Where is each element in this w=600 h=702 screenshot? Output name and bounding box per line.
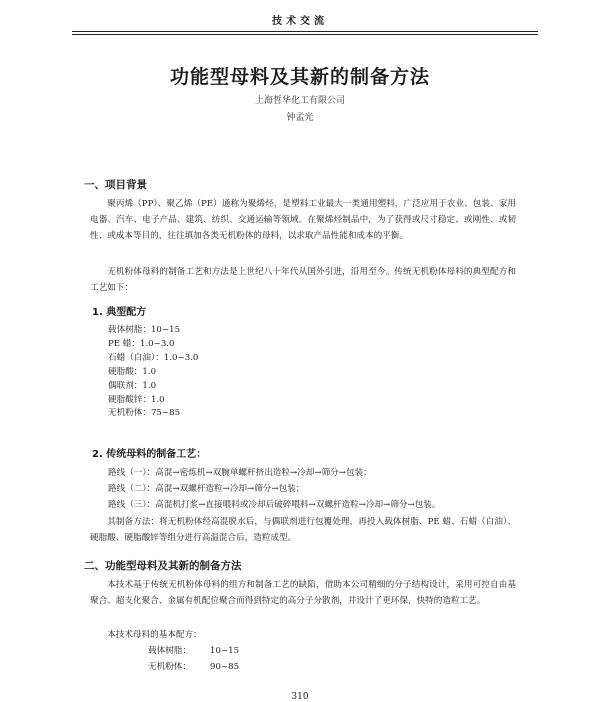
- section1-paragraph-2: 无机粉体母料的制备工艺和方法是上世纪八十年代从国外引进，沿用至今。传统无机粉体母料的典型配方和工艺如下：: [90, 267, 516, 293]
- new-formula-row: [148, 643, 239, 659]
- section2-paragraph-2: 本技术母料的基本配方：: [107, 630, 202, 640]
- route-line: 路线（三）：高混机打浆→直接喂料或冷却后破碎喂料→双螺杆造粒→冷却→筛分→包装。: [108, 500, 441, 510]
- subsection2-heading: 2. 传统母料的制备工艺：: [92, 449, 207, 460]
- formula-item: 无机粉体：75~85: [108, 408, 181, 419]
- new-formula-key: 载体树脂：: [148, 646, 191, 656]
- formula-item: 载体树脂：10~15: [108, 325, 181, 335]
- new-formula-row: [148, 659, 239, 675]
- formula-item: 硬脂酸：1.0: [108, 366, 157, 377]
- new-formula-key: 无机粉体：: [148, 662, 191, 672]
- formula-item: 石蜡（白油）：1.0~3.0: [108, 352, 199, 363]
- formula-list: [108, 324, 198, 421]
- route-line: 路线（二）：高混→双螺杆造粒→冷却→筛分→包装；: [108, 484, 305, 494]
- running-header: 技术交流: [272, 16, 328, 27]
- formula-item: PE 蜡：1.0~3.0: [108, 338, 175, 349]
- formula-item: 硬脂酸锌：1.0: [108, 394, 165, 405]
- route-line: 路线（一）：高混→密炼机→双腕单螺杆挤出造粒→冷却→筛分→包装；: [108, 468, 372, 478]
- header-rule-bottom: [72, 34, 538, 35]
- new-formula-value: 90~85: [210, 662, 240, 672]
- paper-title: 功能型母料及其新的制备方法: [169, 66, 430, 88]
- section1-heading: 一、项目背景: [84, 179, 147, 191]
- section2-paragraph-1: 本技术基于传统无机粉体母料的组方和制备工艺的缺陷，借助本公司精细的分子结构设计，采用可控自由基聚合、超支化聚合、金属有机配位聚合而得到特定的高分子分散剂，并设计了更环保，快特的造粒工艺。: [90, 580, 516, 606]
- author-organization: 上海哲华化工有限公司: [254, 96, 345, 106]
- process-description: 其制备方法：将无机粉体经高混脱水后，与偶联剂进行包覆处理，再投入载体树脂、PE 蜡、石蜡（白油）、硬脂酸、硬脂酸锌等组分进行高温混合后，造粒成型。: [90, 517, 516, 543]
- author-name: 钟孟光: [286, 113, 314, 123]
- process-routes: [108, 465, 441, 513]
- page-number: 310: [291, 692, 309, 702]
- section1-paragraph-1: 聚丙烯（PP）、聚乙烯（PE）通称为聚烯烃，是塑料工业最大一类通用塑料，广泛应用于农业、包装、家用电器、汽车、电子产品、建筑、纺织、交通运输等领域。在聚烯烃制品中，为了获得或尺寸稳定、或刚性、或韧性、或成本等目的，往往填加各类无机粉体的母料，以求取产品性能和成本的平衡。: [90, 199, 516, 241]
- formula-item: 偶联剂：1.0: [108, 380, 157, 391]
- section2-heading: 二、功能型母料及其新的制备方法: [84, 560, 242, 572]
- header-rule-top: [72, 31, 538, 32]
- new-formula-value: 10~15: [210, 646, 240, 656]
- new-formula-list: [148, 643, 239, 675]
- subsection1-heading: 1. 典型配方: [92, 307, 147, 318]
